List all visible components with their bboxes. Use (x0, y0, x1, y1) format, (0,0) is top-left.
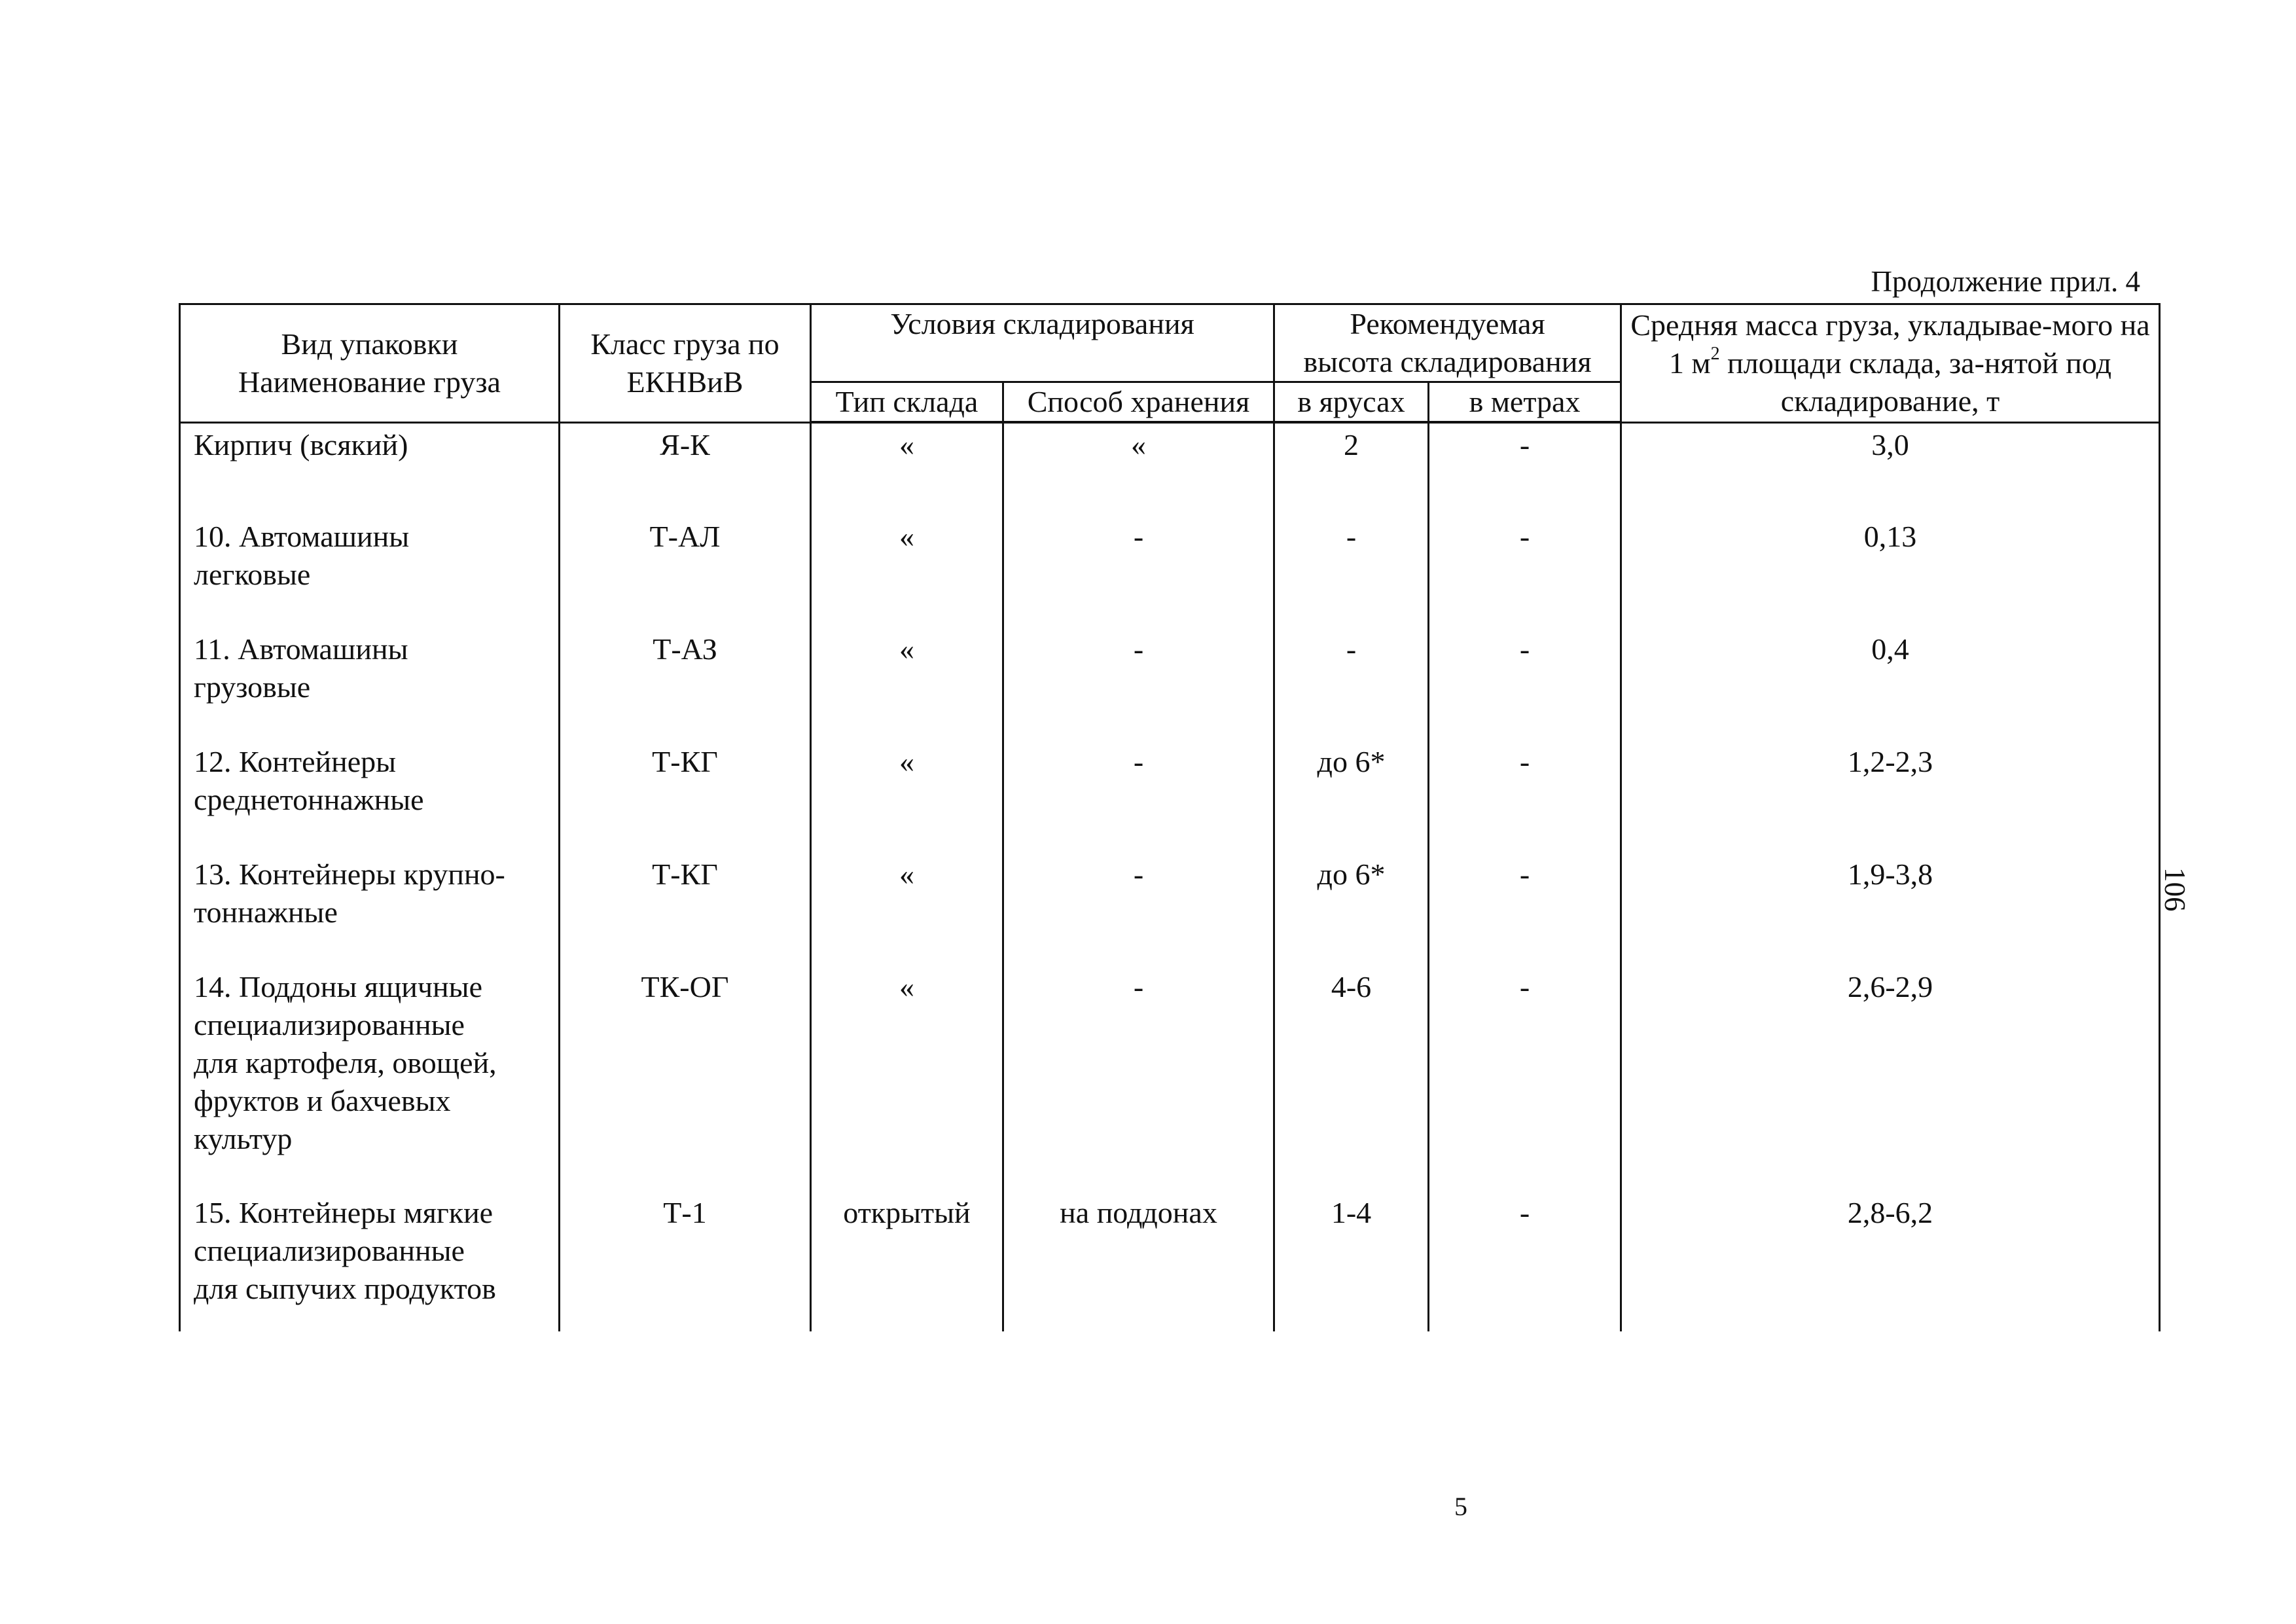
cell-tiers: - (1274, 515, 1429, 628)
storage-table (179, 303, 2161, 1331)
name-line: 15. Контейнеры мягкие (194, 1196, 493, 1229)
cell-class: Т-АЗ (560, 628, 811, 740)
header-mass-superscript: 2 (1710, 344, 1720, 365)
table-row (180, 1191, 2160, 1331)
header-in-tiers: в ярусах (1274, 382, 1429, 423)
cell-storage-method: - (1003, 740, 1274, 853)
header-name (180, 304, 560, 423)
header-storage-type: Тип склада (811, 382, 1003, 423)
name-line: 14. Поддоны ящичные (194, 970, 482, 1003)
name-line: грузовые (194, 670, 311, 704)
cell-class: Я-К (560, 422, 811, 515)
cell-meters: - (1429, 965, 1621, 1191)
table-row (180, 515, 2160, 628)
cell-name (180, 1191, 560, 1331)
continuation-caption: Продолжение прил. 4 (1871, 265, 2140, 298)
cell-tiers: до 6* (1274, 853, 1429, 965)
header-class-line-2: ЕКНВиВ (626, 365, 744, 399)
header-height-line-2: высота складирования (1303, 345, 1592, 378)
cell-mass: 2,6-2,9 (1621, 965, 2160, 1191)
cell-storage-method: - (1003, 515, 1274, 628)
rotated-page-number: 106 (2159, 867, 2191, 912)
cell-tiers: до 6* (1274, 740, 1429, 853)
name-line: специализированные (194, 1234, 465, 1267)
cell-name (180, 628, 560, 740)
cell-name (180, 422, 560, 515)
cell-class: Т-1 (560, 1191, 811, 1331)
cell-meters: - (1429, 422, 1621, 515)
cell-storage-type: « (811, 515, 1003, 628)
cell-storage-method: - (1003, 965, 1274, 1191)
cell-storage-method: - (1003, 628, 1274, 740)
cell-meters: - (1429, 1191, 1621, 1331)
page-number: 5 (1454, 1492, 1467, 1521)
cell-tiers: - (1274, 628, 1429, 740)
cell-mass: 0,13 (1621, 515, 2160, 628)
header-recommended-height (1274, 304, 1621, 382)
cell-class: Т-КГ (560, 853, 811, 965)
cell-tiers: 2 (1274, 422, 1429, 515)
table-row (180, 965, 2160, 1191)
cell-meters: - (1429, 515, 1621, 628)
cell-storage-type: « (811, 628, 1003, 740)
header-name-line-2: Наименование груза (238, 365, 501, 399)
header-average-mass (1621, 304, 2160, 423)
cell-mass: 1,2-2,3 (1621, 740, 2160, 853)
name-line: легковые (194, 558, 311, 591)
cell-meters: - (1429, 628, 1621, 740)
cell-class: Т-КГ (560, 740, 811, 853)
name-line: 11. Автомашины (194, 632, 408, 666)
header-in-meters: в метрах (1429, 382, 1621, 423)
cell-class: Т-АЛ (560, 515, 811, 628)
cell-name (180, 740, 560, 853)
name-line: специализированные (194, 1008, 465, 1041)
cell-storage-method: - (1003, 853, 1274, 965)
cell-storage-type: « (811, 965, 1003, 1191)
table-row (180, 628, 2160, 740)
header-storage-conditions: Условия складирования (811, 304, 1274, 382)
cell-mass: 0,4 (1621, 628, 2160, 740)
cell-mass: 2,8-6,2 (1621, 1191, 2160, 1331)
header-class (560, 304, 811, 423)
name-line: среднетоннажные (194, 783, 424, 816)
header-storage-method: Способ хранения (1003, 382, 1274, 423)
cell-storage-type: « (811, 853, 1003, 965)
cell-name (180, 515, 560, 628)
cell-meters: - (1429, 853, 1621, 965)
name-line: Кирпич (всякий) (194, 427, 408, 461)
name-line: 12. Контейнеры (194, 745, 397, 778)
cell-mass: 3,0 (1621, 422, 2160, 515)
header-mass-part-2: площади склада, за-нятой под складирование, т (1719, 346, 2112, 418)
name-line: фруктов и бахчевых (194, 1084, 451, 1117)
name-line: для сыпучих продуктов (194, 1272, 496, 1305)
cell-class: ТК-ОГ (560, 965, 811, 1191)
name-line: тоннажные (194, 895, 338, 929)
cell-name (180, 965, 560, 1191)
name-line: культур (194, 1122, 293, 1155)
cell-storage-type: « (811, 740, 1003, 853)
header-height-line-1: Рекомендуемая (1350, 307, 1545, 340)
header-mass-part-1: Средняя масса груза, укладывае-мого на 1 м (1630, 308, 2150, 380)
cell-storage-type: открытый (811, 1191, 1003, 1331)
cell-storage-method: на поддонах (1003, 1191, 1274, 1331)
name-line: 10. Автомашины (194, 520, 410, 553)
table-row (180, 422, 2160, 515)
table-row (180, 740, 2160, 853)
cell-tiers: 1-4 (1274, 1191, 1429, 1331)
cell-name (180, 853, 560, 965)
cell-storage-method: « (1003, 422, 1274, 515)
cell-meters: - (1429, 740, 1621, 853)
cell-storage-type: « (811, 422, 1003, 515)
cell-tiers: 4-6 (1274, 965, 1429, 1191)
table-row (180, 853, 2160, 965)
name-line: 13. Контейнеры крупно- (194, 857, 505, 891)
cell-mass: 1,9-3,8 (1621, 853, 2160, 965)
header-name-line-1: Вид упаковки (281, 327, 458, 361)
header-class-line-1: Класс груза по (590, 327, 780, 361)
name-line: для картофеля, овощей, (194, 1046, 497, 1079)
